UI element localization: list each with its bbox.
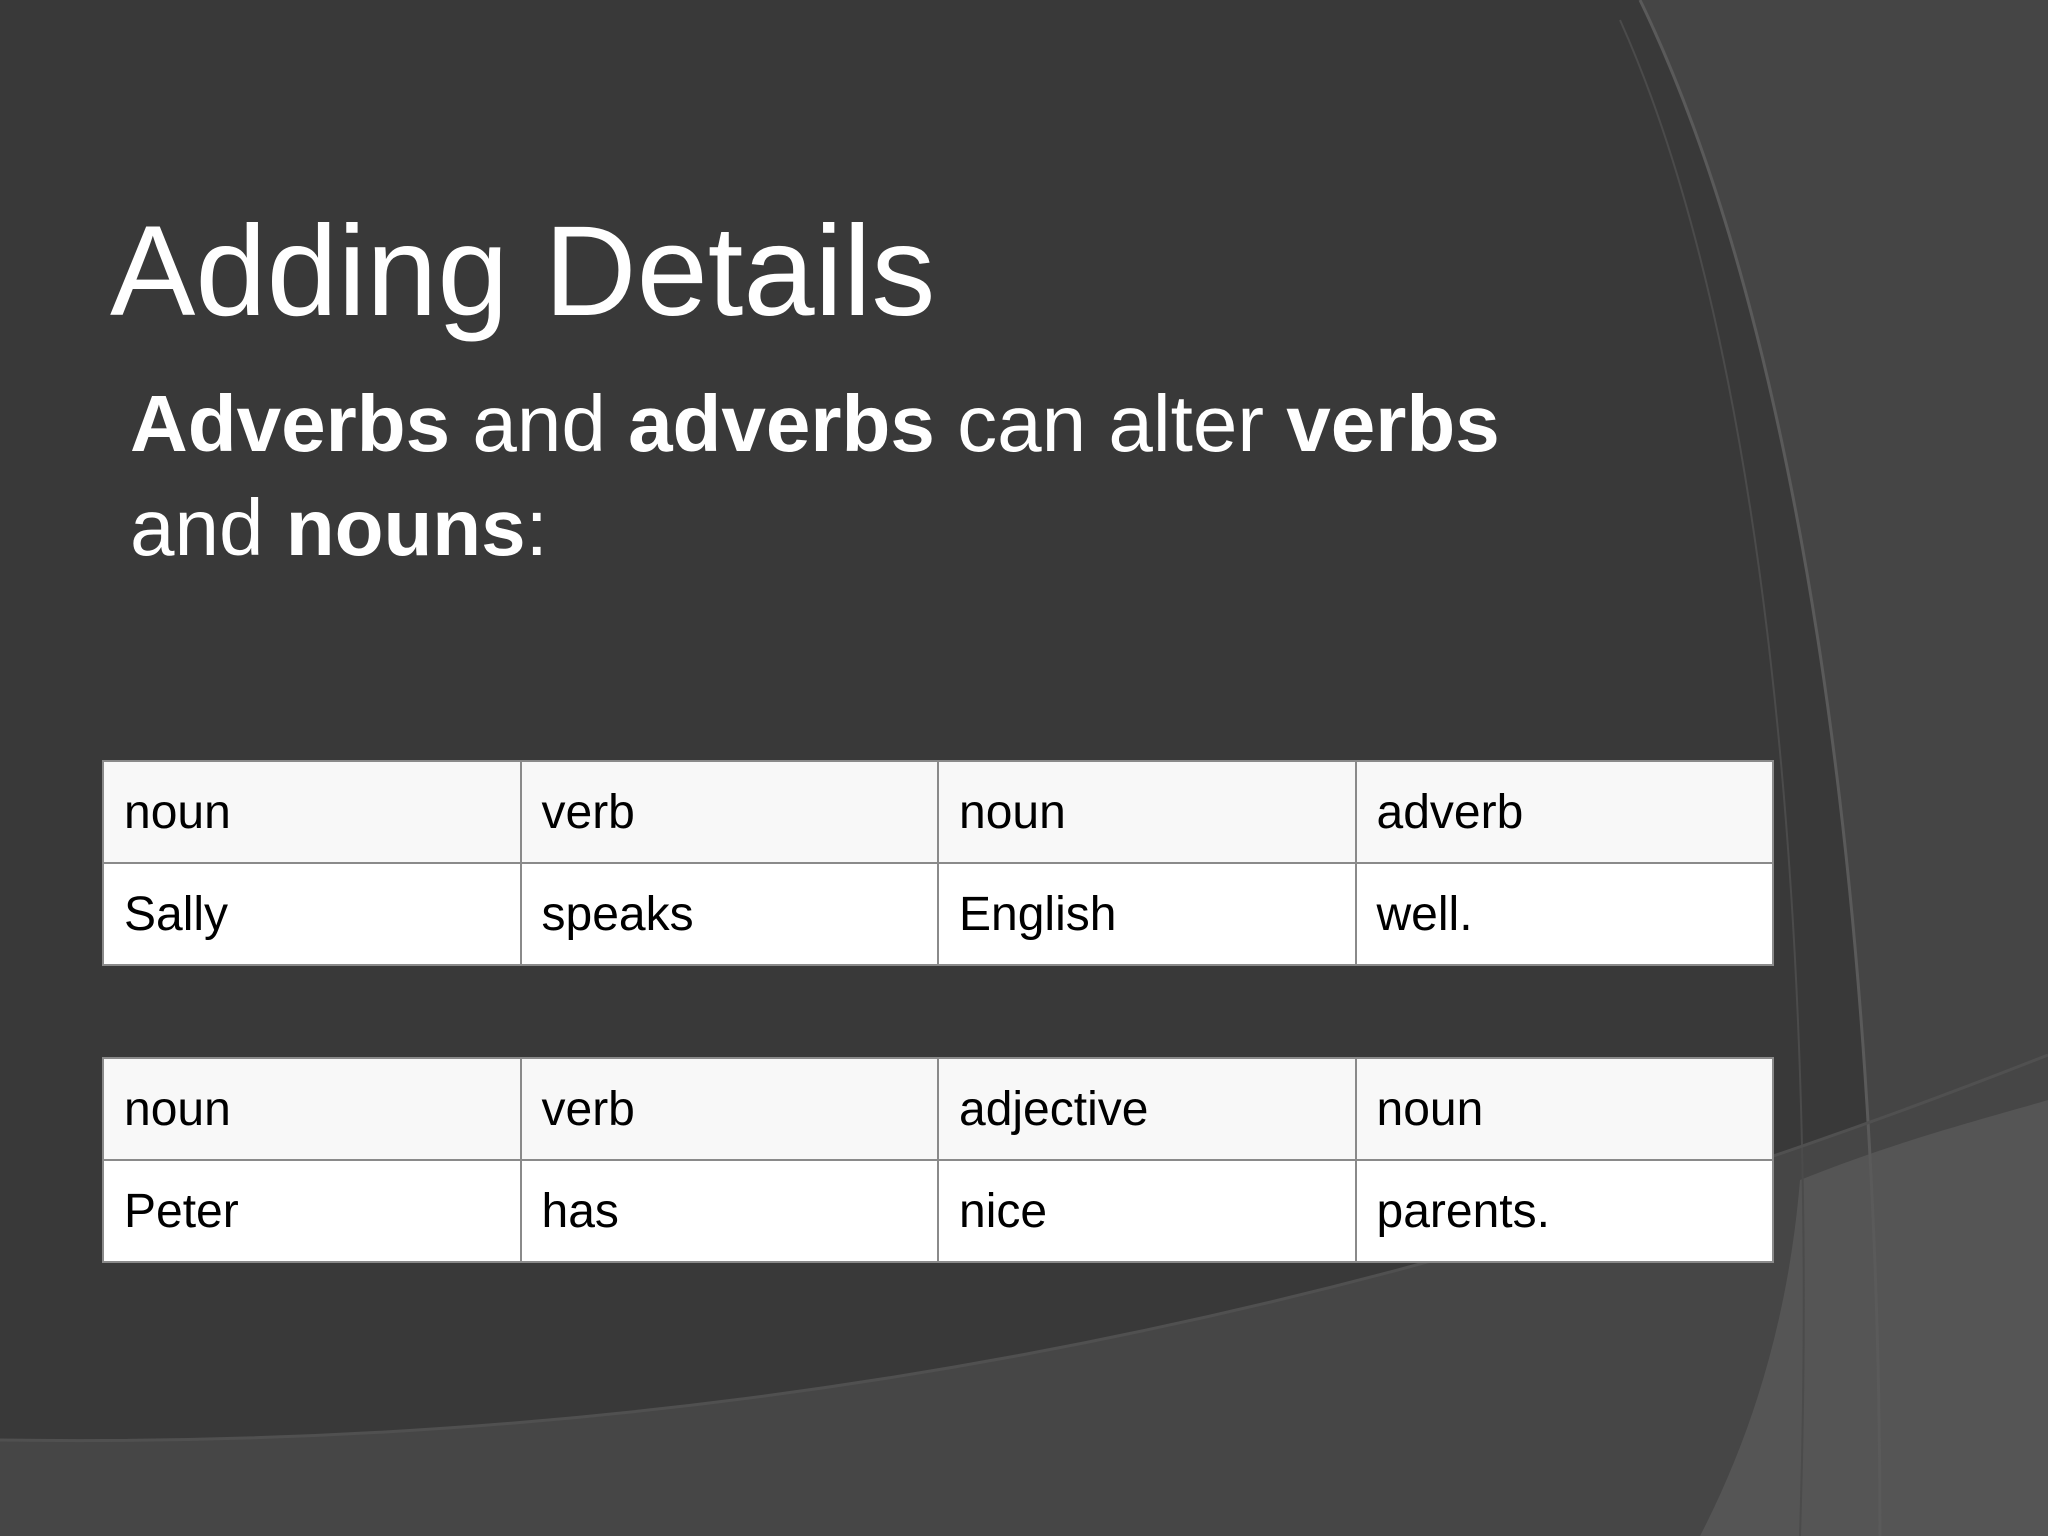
table-row-words <box>103 1160 1773 1262</box>
table-cell-word: Peter <box>103 1160 521 1262</box>
table-cell-word: parents. <box>1356 1160 1774 1262</box>
table-cell-label: verb <box>521 1058 939 1160</box>
body-bold-verbs: verbs <box>1286 379 1500 468</box>
body-bold-nouns: nouns <box>285 483 526 572</box>
body-text-colon: : <box>525 483 548 572</box>
table-cell-word: speaks <box>521 863 939 965</box>
body-line-2 <box>130 476 1690 580</box>
table-cell-word: has <box>521 1160 939 1262</box>
table-cell-label: noun <box>938 761 1356 863</box>
slide-title: Adding Details <box>110 199 936 343</box>
body-text-can-alter: can alter <box>934 379 1287 468</box>
parts-of-speech-table-1 <box>102 760 1774 966</box>
table-cell-label: noun <box>1356 1058 1774 1160</box>
table-cell-label: verb <box>521 761 939 863</box>
parts-of-speech-table-2 <box>102 1057 1774 1263</box>
table-cell-word: English <box>938 863 1356 965</box>
table-row-labels <box>103 761 1773 863</box>
body-line-1 <box>130 372 1690 476</box>
body-text-and-2: and <box>130 483 286 572</box>
slide-body-text <box>130 372 1690 580</box>
body-bold-adverbs-1: Adverbs <box>130 379 451 468</box>
table-row-words <box>103 863 1773 965</box>
table-cell-label: noun <box>103 761 521 863</box>
table-cell-label: adverb <box>1356 761 1774 863</box>
table-cell-word: well. <box>1356 863 1774 965</box>
table-row-labels <box>103 1058 1773 1160</box>
body-bold-adverbs-2: adverbs <box>628 379 935 468</box>
table-cell-word: Sally <box>103 863 521 965</box>
body-text-and-1: and <box>450 379 629 468</box>
table-cell-label: adjective <box>938 1058 1356 1160</box>
table-cell-word: nice <box>938 1160 1356 1262</box>
table-cell-label: noun <box>103 1058 521 1160</box>
